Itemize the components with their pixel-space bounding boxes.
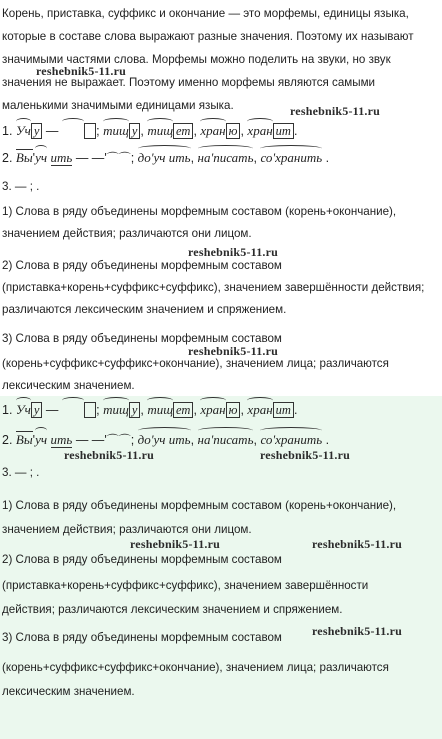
word-ending: ю (226, 123, 241, 139)
word-ending: у (31, 123, 43, 139)
watermark: reshebnik5-11.ru (130, 537, 220, 551)
watermark: reshebnik5-11.ru (36, 64, 126, 78)
line-3-answer: 3. — ; . (2, 466, 40, 479)
word-root: тищ (103, 121, 129, 141)
word-root: уч (35, 148, 47, 168)
word-suffix: ить (50, 150, 73, 165)
morpheme-row-2-answer: 2. Вы'уч ить — —'⌒⌒; до'уч ить, на'писать, со'хранить . (2, 430, 329, 452)
word-ending: ю (226, 402, 241, 418)
word-ending: ет (173, 123, 193, 139)
word-root: хран (247, 121, 272, 141)
word: на'писать (198, 430, 254, 450)
word-root: хран (200, 121, 225, 141)
morpheme-row-1-answer: 1. Уч у — ; тищ у , тищ ет , хран ю , хран ит . (2, 400, 297, 422)
word-ending: у (129, 402, 141, 418)
word-root: тищ (147, 121, 173, 141)
word-root: Уч (16, 121, 31, 141)
intro-paragraph: Корень, приставка, суффикс и окончание — это морфемы, единицы языка, которые в составе слова выражают разные значения. Поэтому их называют значимыми частями слова. Морфемы можно поделить на звуки, но звук значения не выражает. Поэтому именно морфемы являются самыми маленькими значимыми единицами языка. (2, 7, 414, 112)
word-ending: у (31, 402, 43, 418)
watermark: reshebnik5-11.ru (312, 624, 402, 638)
word-root: тищ (103, 400, 129, 420)
watermark: reshebnik5-11.ru (312, 537, 402, 551)
word-prefix: Вы (15, 150, 33, 165)
word: со'хранить (260, 430, 322, 450)
word: со'хранить (260, 148, 322, 168)
word-ending: ит (273, 402, 294, 418)
word-ending: ит (273, 123, 294, 139)
watermark: reshebnik5-11.ru (188, 245, 278, 259)
word-ending: ет (173, 402, 193, 418)
watermark: reshebnik5-11.ru (64, 448, 154, 462)
watermark: reshebnik5-11.ru (260, 448, 350, 462)
word-root: хран (200, 400, 225, 420)
watermark: reshebnik5-11.ru (290, 104, 380, 118)
word-root: уч (35, 430, 47, 450)
morpheme-row-2: 2. Вы'уч ить — —'⌒⌒; до'уч ить, на'писать, со'хранить . (2, 148, 329, 170)
word: до'уч ить (138, 148, 191, 168)
word-prefix: Вы (15, 432, 33, 447)
word-root: тищ (147, 400, 173, 420)
word-root: Уч (16, 400, 31, 420)
word-root: хран (247, 400, 272, 420)
line-3: 3. — ; . (2, 180, 40, 193)
morpheme-row-1: 1. Уч у — ; тищ у , тищ ет , хран ю , хран ит . (2, 121, 297, 143)
word-suffix: ить (50, 432, 73, 447)
word: на'писать (198, 148, 254, 168)
word-ending: у (129, 123, 141, 139)
watermark: reshebnik5-11.ru (188, 344, 278, 358)
word: до'уч ить (138, 430, 191, 450)
